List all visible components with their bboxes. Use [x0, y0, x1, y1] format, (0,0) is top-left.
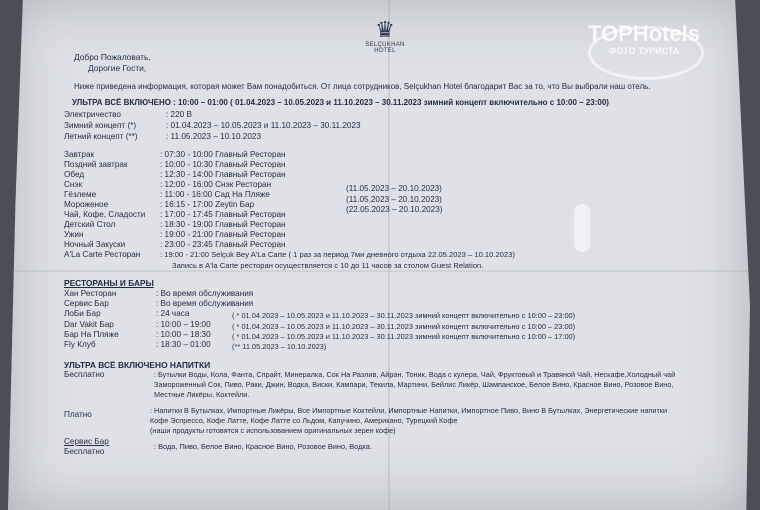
ultra-label: Электричество	[64, 110, 121, 119]
bar-label: Бар На Пляже	[64, 330, 119, 339]
fold-crease	[8, 270, 750, 272]
schedule-label: Завтрак	[64, 150, 95, 159]
bar-note: (** 11.05.2023 – 10.10.2023)	[232, 342, 327, 351]
schedule-time: : 12:30 - 14:00 Главный Ресторан	[160, 170, 286, 179]
greeting-line: Ниже приведена информация, которая может Вам понадобиться. От лица сотрудников, Selçukhan Hotel благодарит Вас за то, что Вы выбрали наш отель.	[74, 82, 651, 91]
ultra-value: : 11.05.2023 – 10.10.2023	[166, 132, 261, 141]
drinks-paid-label: Платно	[64, 410, 92, 419]
schedule-label: Гёзлеме	[64, 190, 97, 199]
bar-label: Dar Vakit Бар	[64, 320, 114, 329]
schedule-time: : 11:00 - 16:00 Сад На Пляже	[160, 190, 270, 199]
bar-label: Fly Клуб	[64, 340, 96, 349]
service-free-value: : Вода, Пиво, Белое Вино, Красное Вино, Розовое Вино, Водка.	[154, 442, 372, 451]
alacarte-note: Запись в A'la Carte ресторан осуществляется с 10 до 11 часов за столом Guest Relation.	[172, 261, 484, 270]
ultra-label: Летний концепт (**)	[64, 132, 138, 141]
paper-stain	[574, 204, 590, 252]
service-bar-label: Сервис Бар	[64, 437, 109, 446]
schedule-time: : 18:30 - 19:00 Главный Ресторан	[160, 220, 286, 229]
schedule-time: : 19:00 - 21:00 Главный Ресторан	[160, 230, 286, 239]
bar-time: : 18:30 – 01:00	[156, 340, 211, 349]
drinks-heading: УЛЬТРА ВСЁ ВКЛЮЧЕНО НАПИТКИ	[64, 360, 211, 370]
bar-note: ( * 01.04.2023 – 10.05.2023 и 11.10.2023 – 30.11.2023 зимний концепт включительно с 10:00 – 23:00)	[232, 322, 576, 331]
drinks-free-line: Местные Ликёры, Коктейли.	[154, 390, 250, 399]
bar-time: : 10:00 – 19:00	[156, 320, 211, 329]
drinks-free-label: Бесплатно	[64, 370, 105, 379]
ultra-heading: УЛЬТРА ВСЁ ВКЛЮЧЕНО : 10:00 – 01:00 ( 01.04.2023 – 10.05.2023 и 11.10.2023 – 30.11.2023 зимний концепт включительно с 10:00 – 23:00)	[72, 98, 609, 107]
drinks-free-line: Замороженный Сок, Пиво, Раки, Джин, Водка, Виски, Кампари, Текила, Мартини, Бейлис Ликёр, Шампанское, Белое Вино, Красное Вино, Розовое Вино,	[154, 380, 674, 389]
eagle-crest-icon: ♛	[375, 17, 395, 42]
ultra-value: : 01.04.2023 – 10.05.2023 и 11.10.2023 – 30.11.2023	[166, 121, 361, 130]
drinks-paid-line: (наши продукты готовятся с использованием оригинальных зерен кофе)	[150, 426, 396, 435]
schedule-time: : 17:00 - 17:45 Главный Ресторан	[160, 210, 286, 219]
bar-label: ЛоБи Бар	[64, 309, 101, 318]
bar-label: Хан Ресторан	[64, 289, 117, 298]
schedule-time: : 19:00 - 21:00 Selçuk Bey A'La Carte ( 1 раз за период 7ми дневного отдыха 22.05.2023 – 10.10.2023)	[160, 250, 515, 259]
schedule-label: Мороженое	[64, 200, 109, 209]
schedule-label: Ужин	[64, 230, 84, 239]
schedule-label: A'La Carte Ресторан	[64, 250, 141, 259]
greeting-line: Дорогие Гости,	[88, 63, 147, 73]
bar-time: : Во время обслуживания	[156, 289, 254, 298]
schedule-time: : 23:00 - 23:45 Главный Ресторан	[160, 240, 286, 249]
bar-label: Сервис Бар	[64, 299, 109, 308]
ultra-value: : 220 В	[166, 110, 192, 119]
schedule-label: Обед	[64, 170, 85, 179]
greeting-line: Добро Пожаловать,	[74, 52, 151, 62]
schedule-label: Чай, Кофе, Сладости	[64, 210, 146, 219]
schedule-label: Снэк	[64, 180, 83, 189]
drinks-paid-line: : Напитки В Бутылках, Импортные Ликёры, Все Импортные Коктейли, Импортные Напитки, Импортное Пиво, Вино В Бутылках, Энергетические напитки	[150, 406, 668, 415]
drinks-free-line: : Бутылки Воды, Кола, Фанта, Спрайт, Минералка, Сок На Разлив, Айран, Тоник, Вода с кулера, Чай, Фруктовый и Травяной Чай, Нескафе,Холодный чай	[154, 370, 676, 379]
bar-time: : 24 часа	[156, 309, 190, 318]
schedule-dates: (11.05.2023 – 20.10.2023)	[346, 184, 442, 193]
schedule-label: Поздний завтрак	[64, 160, 128, 169]
schedule-time: : 10:00 - 10:30 Главный Ресторан	[160, 160, 286, 169]
drinks-paid-line: Кофе Эспрессо, Кофе Латте, Кофе Латте со Льдом, Капучино, Американо, Турецкий Кофе	[150, 416, 458, 425]
bar-time: : 10:00 – 18:30	[156, 330, 211, 339]
schedule-dates: (22.05.2023 – 20.10.2023)	[346, 205, 443, 214]
service-free-label: Бесплатно	[64, 447, 105, 456]
hotel-logo: ♛ SELÇUKHAN HOTEL	[360, 18, 410, 64]
schedule-label: Ночный Закуски	[64, 240, 126, 249]
bar-note: ( * 01.04.2023 – 10.05.2023 и 11.10.2023 – 30.11.2023 зимний концепт включительно с 10:00 – 23:00)	[232, 311, 576, 320]
schedule-dates: (11.05.2023 – 20.10.2023)	[346, 195, 442, 204]
bars-heading: РЕСТОРАНЫ И БАРЫ	[64, 278, 154, 288]
schedule-time: : 16:15 - 17:00 Zeytin Бар	[160, 200, 255, 209]
tophotels-watermark: TOPHotels ФОТО ТУРИСТА	[580, 22, 708, 78]
bar-time: : Во время обслуживания	[156, 299, 254, 308]
schedule-time: : 07:30 - 10:00 Главный Ресторан	[160, 150, 286, 159]
ultra-label: Зимний концепт (*)	[64, 121, 137, 130]
schedule-label: Детский Стол	[64, 220, 116, 229]
schedule-time: : 12:00 - 16:00 Снэк Ресторан	[160, 180, 272, 189]
bar-note: ( * 01.04.2023 – 10.05.2023 и 11.10.2023 – 30.11.2023 зимний концепт включительно с 10:00 – 17:00)	[232, 332, 576, 341]
